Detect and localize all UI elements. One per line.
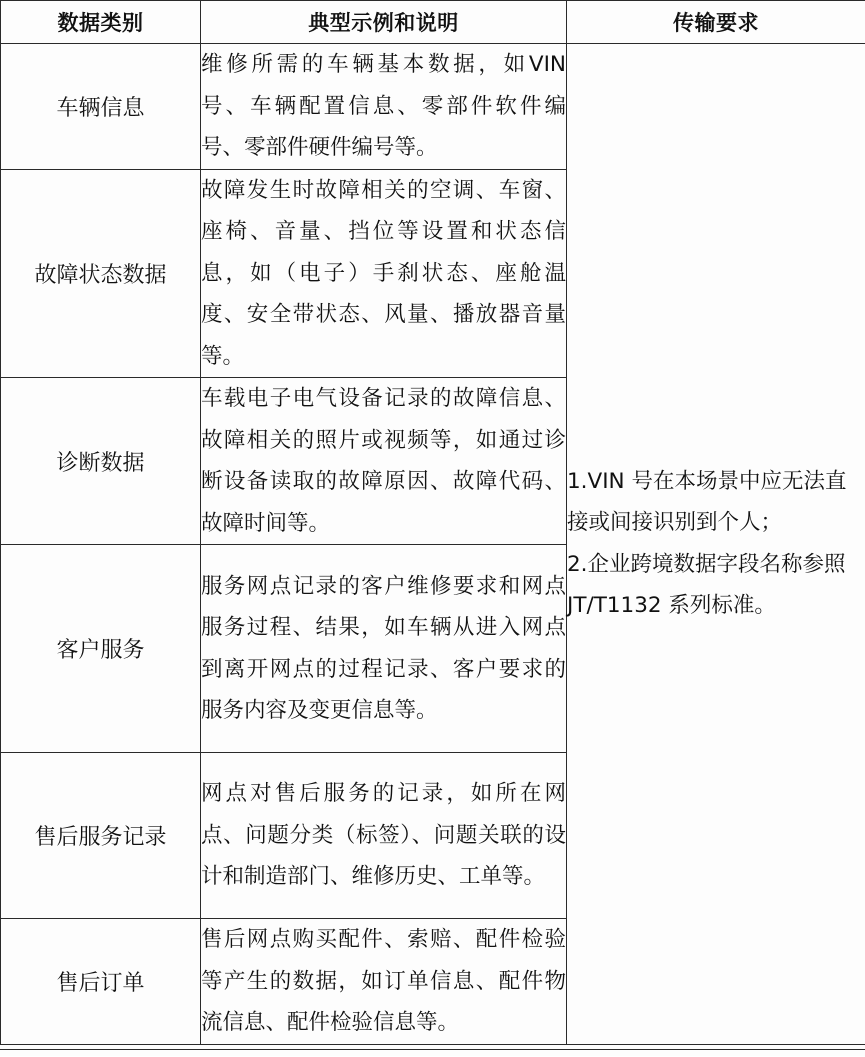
table-header-row — [1, 1, 865, 44]
description-cell: 车载电子电气设备记录的故障信息、故障相关的照片或视频等，如通过诊断设备读取的故障原因、故障代码、故障时间等。 — [201, 378, 567, 545]
category-cell: 车辆信息 — [1, 44, 201, 170]
category-cell: 售后服务记录 — [1, 753, 201, 919]
description-cell: 故障发生时故障相关的空调、车窗、座椅、音量、挡位等设置和状态信息，如（电子）手刹状态、座舱温度、安全带状态、风量、播放器音量等。 — [201, 169, 567, 378]
category-cell: 客户服务 — [1, 545, 201, 753]
description-cell: 售后网点购买配件、索赔、配件检验等产生的数据，如订单信息、配件物流信息、配件检验信息等。 — [201, 919, 567, 1045]
description-cell: 维修所需的车辆基本数据，如VIN 号、车辆配置信息、零部件软件编号、零部件硬件编号等。 — [201, 44, 567, 170]
description-cell: 网点对售后服务的记录，如所在网点、问题分类（标签）、问题关联的设计和制造部门、维修历史、工单等。 — [201, 753, 567, 919]
header-examples: 典型示例和说明 — [201, 1, 567, 44]
category-cell: 售后订单 — [1, 919, 201, 1045]
category-cell: 诊断数据 — [1, 378, 201, 545]
requirement-1: 1.VIN 号在本场景中应无法直接或间接识别到个人； — [567, 461, 865, 544]
table-row — [1, 44, 865, 170]
requirements-cell — [567, 44, 865, 1045]
requirement-2: 2.企业跨境数据字段名称参照 JT/T1132 系列标准。 — [567, 544, 865, 627]
description-cell: 服务网点记录的客户维修要求和网点服务过程、结果，如车辆从进入网点到离开网点的过程记录、客户要求的服务内容及变更信息等。 — [201, 545, 567, 753]
header-transfer-requirements: 传输要求 — [567, 1, 865, 44]
category-cell: 故障状态数据 — [1, 169, 201, 378]
header-data-category: 数据类别 — [1, 1, 201, 44]
